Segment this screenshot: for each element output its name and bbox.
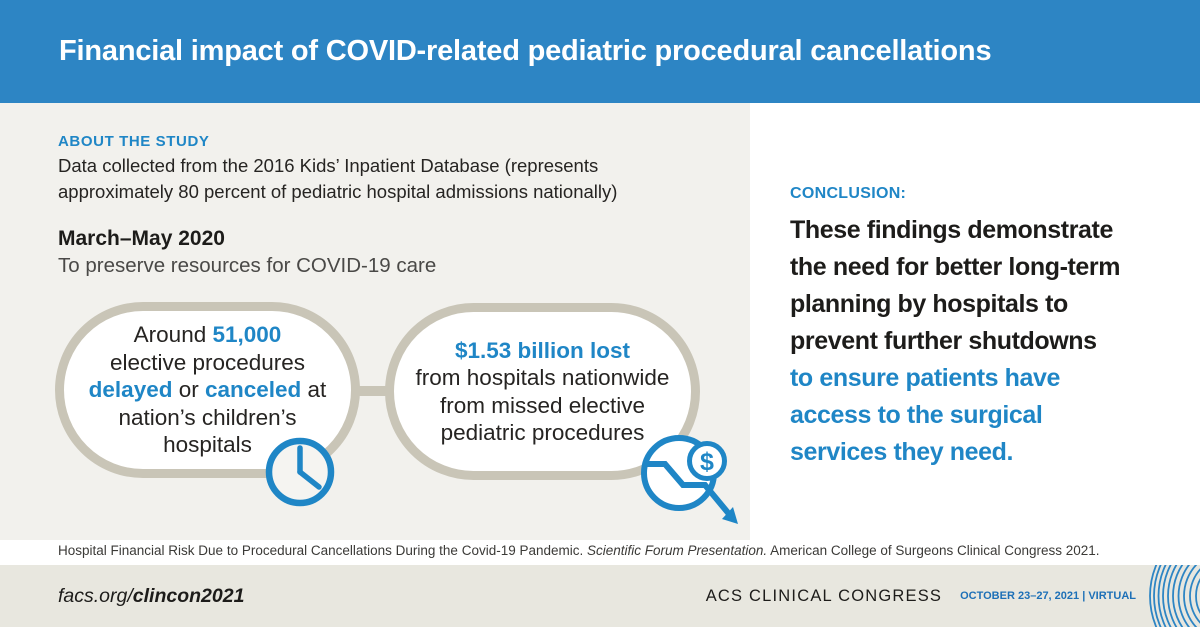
pill2-line3: from missed elective bbox=[439, 392, 646, 418]
citation-part2: American College of Surgeons Clinical Congress 2021. bbox=[767, 543, 1100, 558]
study-description: Data collected from the 2016 Kids’ Inpatient Database (represents approximately 80 percent of pediatric hospital admissions nationally) bbox=[58, 155, 618, 202]
citation bbox=[58, 543, 1178, 558]
conclusion-line-highlight: access to the surgical bbox=[790, 401, 1043, 429]
congress-name: ACS CLINICAL CONGRESS bbox=[705, 586, 943, 605]
decorative-arcs-icon bbox=[1130, 565, 1200, 627]
conclusion-line: These findings demonstrate bbox=[790, 216, 1113, 244]
pill1-line4: nation’s children’s bbox=[118, 404, 297, 430]
facs-url-domain: facs.org/ bbox=[58, 584, 133, 607]
conclusion-line-highlight: services they need. bbox=[790, 438, 1014, 466]
declining-chart-dollar-icon bbox=[633, 420, 751, 538]
pill1-line1-text: Around bbox=[133, 322, 213, 348]
conclusion-text bbox=[790, 212, 1190, 471]
conclusion-line: the need for better long-term bbox=[790, 253, 1121, 281]
facs-url-path: clincon2021 bbox=[132, 584, 245, 607]
study-reason: To preserve resources for COVID-19 care bbox=[58, 254, 437, 277]
pill1-procedures-count: 51,000 bbox=[212, 322, 282, 348]
dollar-sign-glyph: $ bbox=[700, 448, 714, 476]
conclusion-line: planning by hospitals to bbox=[790, 290, 1068, 318]
clock-icon bbox=[265, 435, 337, 507]
pill1-canceled: canceled bbox=[204, 377, 302, 403]
pill2-line4: pediatric procedures bbox=[440, 420, 645, 445]
pill1-line3-mid: or bbox=[172, 377, 205, 403]
pill1-line2: elective procedures bbox=[109, 349, 306, 375]
conclusion-line-highlight: to ensure patients have bbox=[790, 364, 1061, 392]
about-the-study-label: ABOUT THE STUDY bbox=[58, 133, 210, 150]
conclusion-label: CONCLUSION: bbox=[790, 185, 907, 202]
footer-right-group bbox=[706, 565, 1136, 627]
header-bar bbox=[0, 0, 1200, 103]
conclusion-line: prevent further shutdowns bbox=[790, 327, 1097, 355]
pill2-amount-lost: $1.53 billion lost bbox=[454, 337, 631, 363]
study-period: March–May 2020 bbox=[58, 227, 225, 250]
pill1-line3 bbox=[89, 376, 327, 404]
study-panel bbox=[0, 103, 750, 540]
pill1-line5: hospitals bbox=[163, 432, 252, 458]
facs-url bbox=[58, 565, 244, 627]
footer-bar bbox=[0, 565, 1200, 627]
pill2-line2: from hospitals nationwide bbox=[415, 365, 670, 390]
pill1-delayed: delayed bbox=[88, 377, 173, 403]
pill1-line3-post: at bbox=[301, 377, 327, 403]
congress-date: OCTOBER 23–27, 2021 | VIRTUAL bbox=[960, 590, 1136, 602]
citation-presentation-type: Scientific Forum Presentation. bbox=[587, 543, 768, 558]
page-title: Financial impact of COVID-related pediatric procedural cancellations bbox=[59, 35, 992, 67]
citation-part1: Hospital Financial Risk Due to Procedural Cancellations During the Covid-19 Pandemic. bbox=[58, 543, 588, 558]
pill1-line1 bbox=[134, 321, 282, 349]
